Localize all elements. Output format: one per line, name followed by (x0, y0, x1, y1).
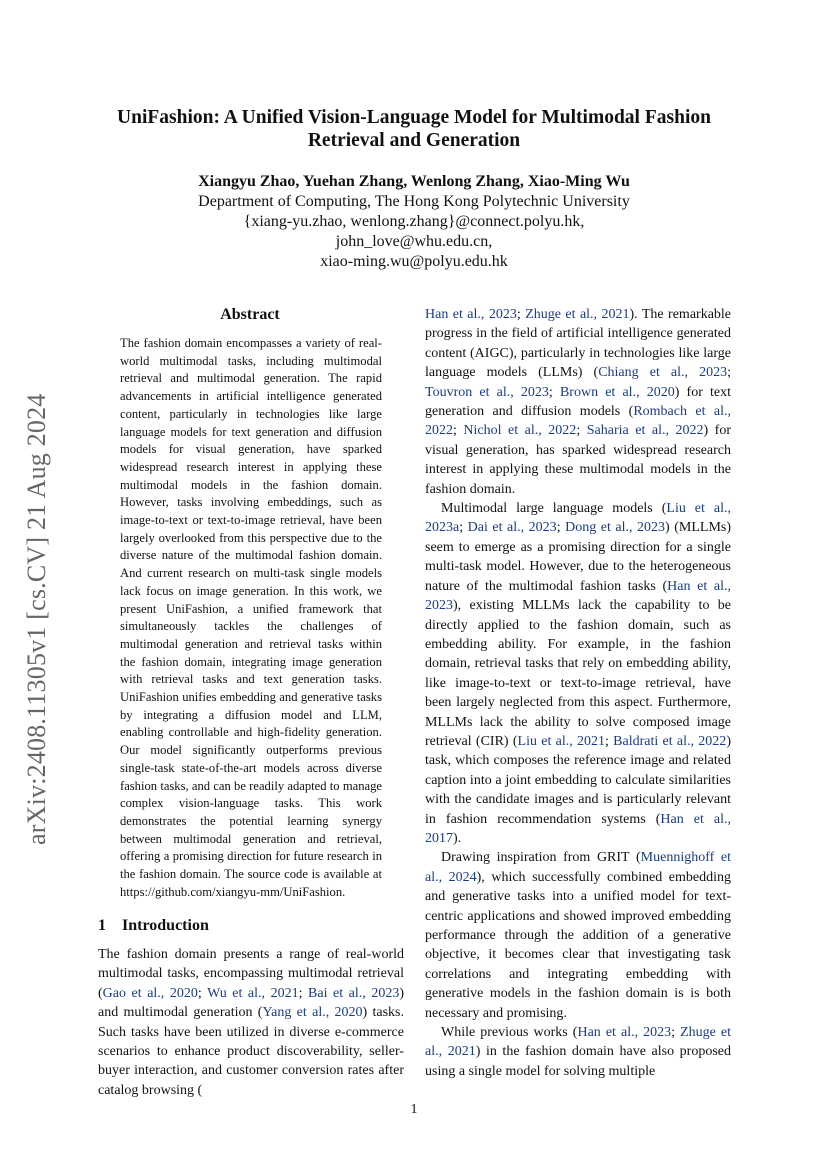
text-span: ; (576, 423, 587, 439)
citation-link[interactable]: Touvron et al., 2023 (425, 384, 549, 400)
citation-link[interactable]: Yang et al., 2020 (262, 1005, 363, 1021)
citation-link[interactable]: Wu et al., 2021 (207, 985, 299, 1001)
text-span: ; (459, 520, 468, 536)
text-span: ; (298, 985, 309, 1001)
text-span: The fashion domain presents a range of real-world multimodal tasks, encompassing multimodal retrieval ( (98, 947, 404, 1001)
title-line-1: UniFashion: A Unified Vision-Language Model for Multimodal Fashion (117, 107, 711, 128)
citation-link[interactable]: Zhuge et al., 2021 (525, 307, 630, 322)
text-span: ), existing MLLMs lack the capability to be directly applied to the fashion domain, such as embedding ability. For example, in the fashion domain, retrieval tasks that rely on embedding ability, like image-to-text or text-to-image retrieval, have been largely neglected from this aspect. Furthermore, MLLMs lack the ability to solve composed image retrieval (CIR) ( (425, 598, 731, 749)
author-block (80, 172, 748, 272)
text-span: ; (556, 520, 566, 536)
affiliation: Department of Computing, The Hong Kong Polytechnic University (198, 193, 630, 210)
intro-paragraph-1-part-2 (425, 305, 731, 499)
text-span: Multimodal large language models ( (441, 501, 667, 517)
intro-paragraph-4 (425, 1023, 731, 1081)
citation-link[interactable]: Han et al., 2023 (425, 578, 731, 614)
citation-link[interactable]: Muennighoff et al., 2024 (425, 850, 732, 885)
abstract-text: The fashion domain encompasses a variety of real-world multimodal tasks, including multimodal retrieval and multimodal generation. The rapid advancements in artificial intelligence generated content, particularly in technologies like large language models for text generation and diffusion models for visual generation, have sparked widespread research interest in applying these multimodal models in the fashion domain. However, tasks involving embeddings, such as image-to-text or text-to-image retrieval, have been largely overlooked from this perspective due to the diverse nature of the multimodal fashion domain. And current research on multi-task single models lack focus on image generation. In this work, we present UniFashion, a unified framework that simultaneously tackles the challenges of multimodal generation and retrieval tasks within the fashion domain, integrating image generation with retrieval tasks and text generation tasks. UniFashion unifies embedding and generative tasks by integrating a diffusion model and LLM, enabling controllable and high-fidelity generation. Our model significantly outperforms previous single-task state-of-the-art models across diverse fashion tasks, and can be readily adapted to manage complex vision-language tasks. This work demonstrates the potential learning synergy between multimodal generation and retrieval, offering a promising direction for future research in the fashion domain. The source code is available at https://github.com/xiangyu-mm/UniFashion. (120, 336, 382, 899)
citation-link[interactable]: Dong et al., 2023 (565, 520, 666, 536)
text-span: ; (548, 384, 560, 400)
text-span: ) in the fashion domain have also proposed using a single model for solving multiple (425, 1044, 731, 1079)
text-span: ) for text generation and diffusion models ( (425, 384, 731, 420)
intro-paragraph-2 (425, 499, 731, 848)
author-names: Xiangyu Zhao, Yuehan Zhang, Wenlong Zhang, Xiao-Ming Wu (198, 173, 630, 190)
citation-link[interactable]: Han et al., 2017 (425, 811, 731, 846)
citation-link[interactable]: Zhuge et al., 2021 (425, 1025, 732, 1060)
arxiv-sidebar-stamp: arXiv:2408.11305v1 [cs.CV] 21 Aug 2024 (22, 393, 51, 845)
email-line-3: xiao-ming.wu@polyu.edu.hk (320, 253, 508, 270)
text-span: ) and multimodal generation ( (98, 985, 405, 1021)
text-span: ; (605, 733, 614, 749)
text-span: ; (197, 985, 208, 1001)
text-span: Drawing inspiration from GRIT ( (441, 850, 641, 866)
text-span: ). (453, 830, 462, 846)
text-span: ; (671, 1025, 681, 1041)
text-span: ; (727, 365, 731, 381)
citation-link[interactable]: Nichol et al., 2022 (463, 423, 577, 439)
text-span: ) for visual generation, has sparked widespread research interest in applying these multimodal models in the fashion domain. (425, 423, 732, 497)
title-line-2: Retrieval and Generation (307, 130, 521, 151)
page-number: 1 (410, 1102, 418, 1117)
citation-link[interactable]: Han et al., 2023 (577, 1025, 672, 1041)
text-span: ), which successfully combined embedding and generative tasks into a unified model for text-centric applications and showed improved embedding performance through the addition of a generative objective, it becomes clear that investigating task correlations and integrating embedding with generative models in the fashion domain is is both necessary and promising. (425, 869, 731, 1021)
text-span: ; (516, 307, 526, 322)
section-number: 1 (98, 917, 106, 934)
citation-link[interactable]: Liu et al., 2021 (517, 733, 605, 749)
citation-link[interactable]: Chiang et al., 2023 (598, 365, 728, 381)
text-span: ) tasks. Such tasks have been utilized in diverse e-commerce scenarios to enhance product discoverability, seller-buyer interaction, and customer conversion rates after catalog browsing ( (98, 1005, 404, 1098)
citation-link[interactable]: Brown et al., 2020 (559, 384, 675, 400)
text-span: ) task, which composes the reference image and related caption into a joint embedding to calculate similarities with the candidate images and is particularly relevant in fashion recommendation systems ( (425, 733, 731, 827)
citation-link[interactable]: Gao et al., 2020 (102, 985, 198, 1001)
citation-link[interactable]: Rombach et al., 2022 (425, 404, 731, 439)
section-title: Introduction (122, 917, 209, 934)
citation-link[interactable]: Saharia et al., 2022 (586, 423, 704, 439)
intro-paragraph-3 (425, 848, 731, 1023)
citation-link[interactable]: Baldrati et al., 2022 (613, 733, 727, 749)
text-span: ) (MLLMs) seem to emerge as a promising direction for a single multi-task model. However, due to the heterogeneous nature of the multimodal fashion tasks ( (425, 520, 732, 594)
citation-link[interactable]: Bai et al., 2023 (308, 985, 400, 1001)
email-line-2: john_love@whu.edu.cn, (335, 233, 493, 250)
right-column-body (425, 305, 731, 1081)
paper-title (80, 106, 748, 152)
citation-link[interactable]: Liu et al., 2023a (425, 501, 731, 536)
section-heading-introduction (98, 917, 209, 935)
text-span: While previous works ( (441, 1025, 578, 1041)
intro-paragraph-1-part-1 (98, 945, 404, 1100)
left-column-body (98, 945, 404, 1100)
citation-link[interactable]: Han et al., 2023 (425, 307, 517, 322)
abstract-heading: Abstract (220, 306, 280, 323)
text-span: ; (453, 423, 464, 439)
citation-link[interactable]: Dai et al., 2023 (467, 520, 557, 536)
text-span: ). The remarkable progress in the field of artificial intelligence generated content (AIGC), particularly in technologies like large language models (LLMs) ( (425, 307, 732, 381)
email-line-1: {xiang-yu.zhao, wenlong.zhang}@connect.polyu.hk, (243, 213, 585, 230)
